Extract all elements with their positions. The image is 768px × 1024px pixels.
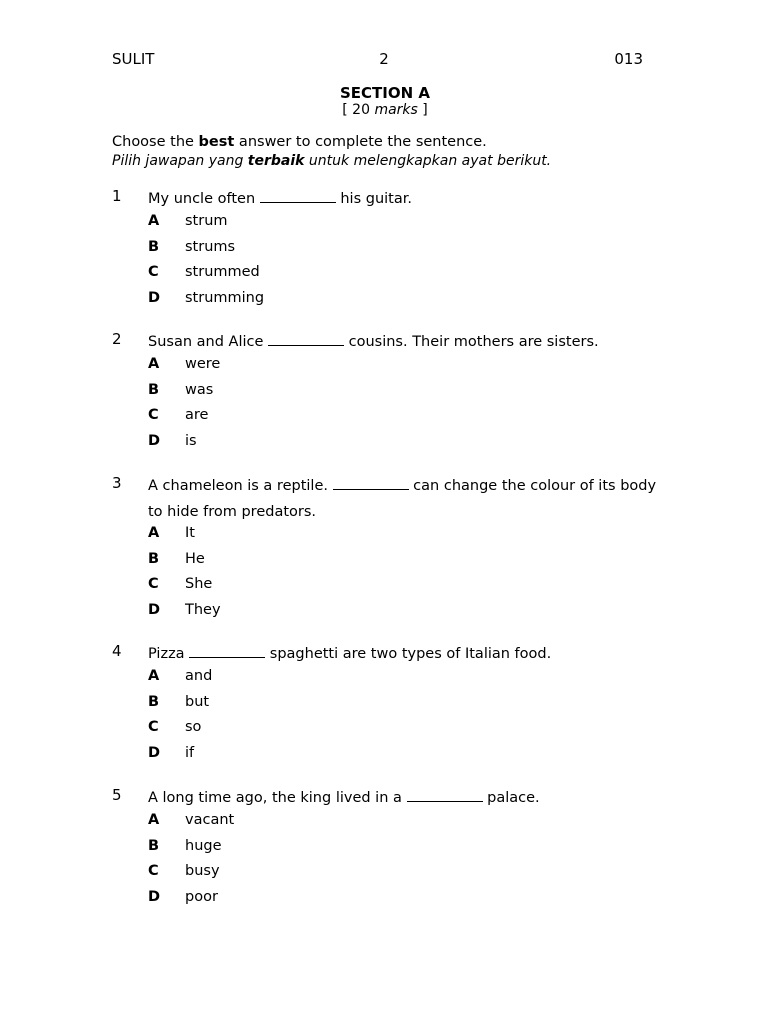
question-stem-after: can change the colour of its body to hide from predators.: [148, 478, 657, 520]
question-stem-before: Pizza: [148, 646, 190, 662]
question-stem: [148, 330, 668, 356]
instruction-en-bold: best: [198, 134, 235, 150]
answer-blank: [333, 477, 409, 490]
option-letter: C: [148, 407, 159, 424]
option-letter: D: [148, 888, 161, 905]
option-letter: B: [148, 238, 160, 255]
instruction-my-bold: terbaik: [247, 153, 305, 169]
page-number: 2: [379, 50, 389, 68]
option-text: She: [185, 576, 213, 593]
option-text: He: [185, 550, 205, 567]
question-stem-after: palace.: [482, 790, 540, 806]
question-number: 5: [112, 786, 122, 804]
option-letter: B: [148, 550, 160, 567]
answer-blank: [189, 645, 265, 658]
option-letter: A: [148, 668, 160, 684]
option-letter: A: [148, 213, 160, 229]
question-number: 2: [112, 330, 122, 348]
option-text: vacant: [185, 812, 235, 828]
option-letter: B: [148, 693, 160, 710]
marks-open: [ 20: [342, 102, 375, 118]
question-stem: [148, 786, 668, 812]
instruction-en-before: Choose the: [112, 134, 199, 150]
section-marks: [0, 102, 768, 118]
marks-word: marks: [374, 102, 418, 118]
option-letter: D: [148, 432, 161, 449]
option-text: strumming: [185, 289, 265, 306]
option-letter: B: [148, 837, 160, 854]
instruction-my-before: Pilih jawapan yang: [112, 153, 248, 169]
option-text: is: [185, 432, 197, 449]
option-text: They: [185, 601, 221, 618]
instruction-malay: [112, 153, 551, 169]
option-text: strum: [185, 213, 228, 229]
question-stem-after: his guitar.: [335, 191, 412, 207]
question-number: 4: [112, 642, 122, 660]
paper-code: 013: [614, 50, 643, 68]
question-stem: [148, 642, 668, 668]
option-letter: C: [148, 264, 159, 281]
instruction-my-after: untuk melengkapkan ayat berikut.: [304, 153, 552, 169]
question-number: 1: [112, 187, 122, 205]
question-stem: [148, 474, 668, 525]
header-sulit: SULIT: [112, 50, 155, 68]
option-letter: C: [148, 576, 159, 593]
option-letter: A: [148, 356, 160, 372]
question-stem-before: A long time ago, the king lived in a: [148, 790, 407, 806]
question-stem-before: A chameleon is a reptile.: [148, 478, 333, 494]
question-stem-before: My uncle often: [148, 191, 260, 207]
option-letter: D: [148, 744, 161, 761]
option-text: strummed: [185, 264, 260, 281]
question-stem-after: spaghetti are two types of Italian food.: [265, 646, 552, 662]
option-text: if: [185, 744, 195, 761]
option-text: but: [185, 693, 210, 710]
question-stem-after: cousins. Their mothers are sisters.: [344, 334, 599, 350]
option-text: was: [185, 381, 214, 398]
option-text: poor: [185, 888, 218, 905]
option-text: strums: [185, 238, 236, 255]
answer-blank: [268, 333, 344, 346]
question-number: 3: [112, 474, 122, 492]
option-text: busy: [185, 863, 220, 880]
option-text: and: [185, 668, 213, 684]
section-title: SECTION A: [339, 84, 430, 102]
instruction-en-after: answer to complete the sentence.: [234, 134, 487, 150]
option-text: were: [185, 356, 221, 372]
option-letter: D: [148, 601, 161, 618]
option-letter: C: [148, 863, 159, 880]
option-text: so: [185, 719, 202, 736]
answer-blank: [260, 190, 336, 203]
option-letter: B: [148, 381, 160, 398]
marks-close: ]: [417, 102, 428, 118]
option-letter: A: [148, 525, 160, 541]
option-letter: C: [148, 719, 159, 736]
option-text: It: [185, 525, 195, 541]
instruction-english: [112, 134, 487, 150]
option-letter: D: [148, 289, 161, 306]
option-text: huge: [185, 837, 222, 854]
option-letter: A: [148, 812, 160, 828]
answer-blank: [407, 789, 483, 802]
question-stem-before: Susan and Alice: [148, 334, 269, 350]
option-text: are: [185, 407, 209, 424]
question-stem: [148, 187, 668, 213]
